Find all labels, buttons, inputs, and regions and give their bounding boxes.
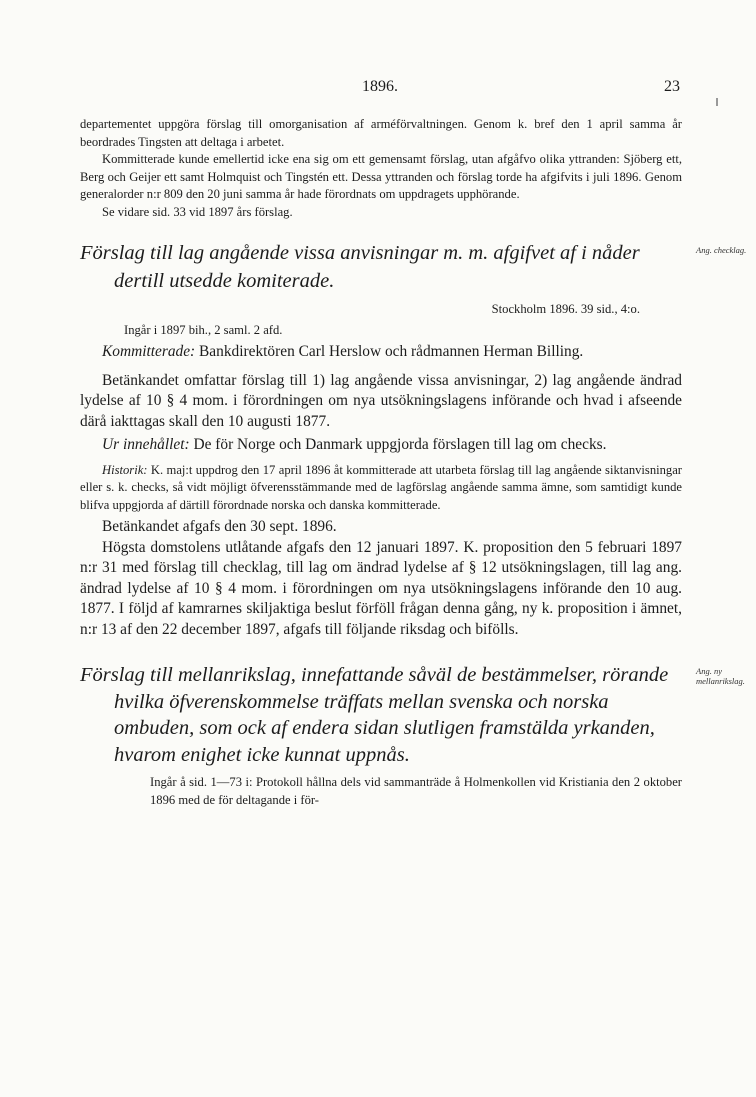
page-header <box>80 78 680 100</box>
page-number: 23 <box>664 78 680 95</box>
section-title-checklag <box>80 239 747 295</box>
para-kommitterade <box>80 342 682 363</box>
para-afgafs: Betänkandet afgafs den 30 sept. 1896. <box>102 518 337 535</box>
section-title-checklag-text: Förslag till lag angående vissa anvisningar m. m. afgifvet af i nåder dertill utsedde komiterade. <box>80 242 640 292</box>
para-kommitterade-ena: Kommitterade kunde emellertid icke ena sig om ett gemensamt förslag, utan afgåfvo olika yttranden: Sjöberg ett, Berg och Geijer ett samt Holmquist och Tingstén ett. Dessa yttranden och förslag torde ha afgifvits i juli 1896. Genom generalorder n:r 809 den 20 juni samma år hade förordnats om uppdragets upphörande. <box>80 152 682 201</box>
label-kommitterade: Kommitterade: <box>102 343 196 360</box>
para-se-vidare: Se vidare sid. 33 vid 1897 års förslag. <box>102 204 293 219</box>
label-historik: Historik: <box>102 462 148 477</box>
text-kommitterade: Bankdirektören Carl Herslow och rådmannen Herman Billing. <box>195 343 584 360</box>
para-betankandet: Betänkandet omfattar förslag till 1) lag angående vissa anvisningar, 2) lag angående ändrad lydelse af 10 § 4 mom. i förordningen om nya utsökningslagens införande och hvad i afseende därå iakttagas skall den 10 augusti 1877. <box>80 371 682 430</box>
margin-note-checklag: Ang. checklag. <box>696 245 747 255</box>
section-title-mellanrikslag <box>80 662 745 768</box>
ingar-info-mellanrikslag: Ingår å sid. 1—73 i: Protokoll hållna dels vid sammanträde å Holmenkollen vid Kristiania den 2 oktober 1896 med de för deltagande i för- <box>150 775 682 807</box>
para-hogsta-domstolen: Högsta domstolens utlåtande afgafs den 12 januari 1897. K. proposition den 5 februari 1897 n:r 31 med förslag till checklag, till lag om ändrad lydelse af § 12 utsökningslagen, till lag ang. ändrad lydelse af 10 § 4 mom. i förordningen om nya utsökningslagens införande den 10 aug. 1877. I följd af kamrarnes skiljaktiga beslut förföll frågan denna gång, ny k. proposition i ämnet, n:r 13 af den 22 december 1897, afgafs till följande riksdag och bifölls. <box>80 538 682 638</box>
para-continuation: departementet uppgöra förslag till omorganisation af arméförvaltningen. Genom k. bref den 1 april samma år beordrades Tingsten att deltaga i arbetet. <box>80 117 682 149</box>
label-ur-innehallet: Ur innehållet: <box>102 436 190 453</box>
section-title-mellanrikslag-text: Förslag till mellanrikslag, innefattande såväl de bestämmelser, rörande hvilka öfverenskommelse träffats mellan svenska och norska ombuden, som ock af endera sidan slutligen framstälda yrkanden, hvarom enighet icke kunnat uppnås. <box>80 664 669 766</box>
publication-info: Stockholm 1896. 39 sid., 4:o. <box>491 302 640 316</box>
text-ur-innehallet: De för Norge och Danmark uppgjorda förslagen till lag om checks. <box>189 436 607 453</box>
text-historik: K. maj:t uppdrog den 17 april 1896 åt kommitterade att utarbeta förslag till lag angående siktanvisningar eller s. k. checks, så vidt möjligt öfverensstämmande med de lagförslag angående samma ämne, som samtidigt kunde blifva uppgjorda af därtill förordnade norska och danska kommitterade. <box>80 462 682 512</box>
ingar-info: Ingår i 1897 bih., 2 saml. 2 afd. <box>124 322 283 337</box>
para-historik <box>80 462 682 515</box>
margin-note-mellanrikslag: Ang. ny mellanrikslag. <box>696 666 745 686</box>
para-ur-innehallet <box>80 435 682 456</box>
page-body <box>80 116 747 809</box>
header-year: 1896. <box>362 78 398 95</box>
scan-speck <box>716 98 718 106</box>
